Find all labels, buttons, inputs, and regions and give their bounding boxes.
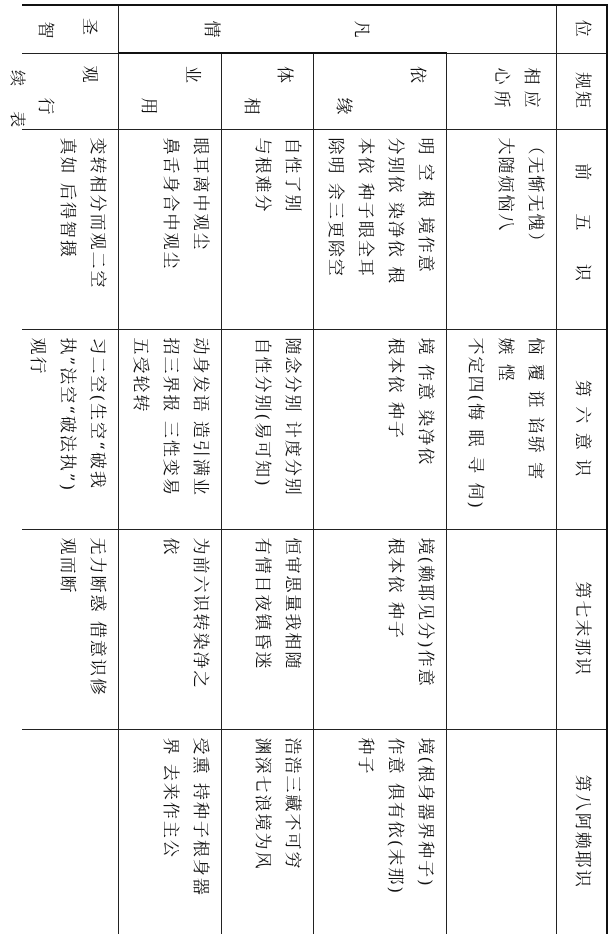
rule-guan: 观 bbox=[79, 65, 100, 83]
cell-xiangying-sixth bbox=[447, 329, 557, 529]
cell-line: 受熏 持种子根身器 bbox=[190, 737, 211, 897]
cell-line: 作意 俱有依(末那) bbox=[385, 737, 406, 896]
consciousness-table bbox=[22, 4, 608, 934]
position-sheng: 圣 bbox=[79, 18, 100, 35]
cell-yiyuan-five bbox=[314, 129, 447, 329]
header-rule: 规矩 bbox=[557, 53, 607, 129]
cell-yeyong-eighth bbox=[119, 729, 222, 934]
cell-guanxing-sixth bbox=[22, 329, 119, 529]
row-tixiang bbox=[222, 5, 314, 934]
cell-line: 分别依 染净依 根 bbox=[385, 137, 406, 286]
cell-line: 自性了别 bbox=[282, 137, 303, 214]
cell-line: 大随烦恼八 bbox=[495, 137, 516, 233]
rotated-table bbox=[22, 4, 608, 934]
table-wrapper bbox=[22, 4, 608, 934]
cell-line: 本依 种子眼全耳 bbox=[355, 137, 376, 278]
cell-line: 自性分别(易可知) bbox=[252, 337, 273, 488]
position-qing: 情 bbox=[201, 20, 222, 38]
rule-ye: 业 bbox=[182, 66, 203, 83]
rule-yong: 用 bbox=[138, 97, 159, 115]
rule-xiangying-text: 相应心所 bbox=[491, 67, 542, 114]
cell-line: 眼耳离中观尘 bbox=[190, 137, 211, 252]
continued-label-text: 续 表 bbox=[8, 70, 27, 138]
cell-guanxing-seventh bbox=[22, 529, 119, 729]
cell-line: 随念分别 计度分别 bbox=[282, 337, 303, 497]
cell-line: 境(根身器界种子) bbox=[415, 737, 436, 888]
rule-guanxing bbox=[22, 53, 119, 129]
cell-yeyong-five bbox=[119, 129, 222, 329]
rule-xiangying bbox=[447, 53, 557, 129]
cell-line: 依 bbox=[160, 537, 181, 557]
cell-tixiang-seventh bbox=[222, 529, 314, 729]
position-shengzhi bbox=[22, 5, 119, 53]
row-yeyong bbox=[119, 5, 222, 934]
rule-yeyong bbox=[119, 53, 222, 129]
cell-line: 嫉 悭 bbox=[495, 337, 516, 383]
cell-line: 渊深七浪境为风 bbox=[252, 737, 273, 871]
cell-line: 为前六识转染净之 bbox=[190, 537, 211, 690]
cell-line: （无惭无愧） bbox=[525, 137, 546, 252]
cell-line: 无力断惑 借意识修 bbox=[87, 537, 108, 697]
cell-line: 浩浩三藏不可穷 bbox=[282, 737, 303, 871]
row-xiangying bbox=[447, 5, 557, 934]
position-fan: 凡 bbox=[351, 20, 372, 38]
cell-line: 明 空 根 境作意 bbox=[415, 137, 436, 274]
rule-yi: 依 bbox=[407, 66, 428, 83]
cell-line: 除明 余三更除空 bbox=[325, 137, 346, 278]
position-zhi: 智 bbox=[35, 21, 56, 39]
cell-line: 境 作意 染净依 bbox=[415, 337, 436, 467]
cell-line: 观行 bbox=[27, 337, 48, 376]
cell-tixiang-eighth bbox=[222, 729, 314, 934]
row-guanxing bbox=[22, 5, 119, 934]
cell-line: 执”法空“破法执”) bbox=[57, 337, 78, 493]
cell-line: 动身发语 造引满业 bbox=[190, 337, 211, 497]
cell-guanxing-five bbox=[22, 129, 119, 329]
header-five-consciousness: 前 五 识 bbox=[557, 129, 607, 329]
header-sixth-consciousness: 第 六 意 识 bbox=[557, 329, 607, 529]
cell-line: 不定四(悔 眠 寻 伺) bbox=[465, 337, 486, 510]
rule-yiyuan bbox=[314, 53, 447, 129]
cell-line: 根本依 种子 bbox=[385, 537, 406, 640]
cell-xiangying-five bbox=[447, 129, 557, 329]
rule-xiang: 相 bbox=[241, 97, 262, 115]
cell-line: 与根难分 bbox=[252, 137, 273, 214]
cell-guanxing-eighth bbox=[22, 729, 119, 934]
header-eighth-consciousness: 第八阿赖耶识 bbox=[557, 729, 607, 934]
cell-line: 习二空(生空“破我 bbox=[87, 337, 108, 490]
cell-line: 鼻舌身合中观尘 bbox=[160, 137, 181, 271]
cell-line: 境(赖耶见分)作意 bbox=[415, 537, 436, 688]
cell-line: 根本依 种子 bbox=[385, 337, 406, 440]
cell-yeyong-sixth bbox=[119, 329, 222, 529]
cell-line: 恒审思量我相随 bbox=[282, 537, 303, 671]
rule-xing: 行 bbox=[35, 97, 56, 115]
cell-line: 观而断 bbox=[57, 537, 78, 595]
cell-yiyuan-seventh bbox=[314, 529, 447, 729]
cell-xiangying-seventh bbox=[447, 529, 557, 729]
rule-ti: 体 bbox=[274, 66, 295, 83]
cell-line: 变转相分而观二空 bbox=[87, 137, 108, 290]
header-position: 位 bbox=[557, 5, 607, 53]
cell-line: 五受轮转 bbox=[130, 337, 151, 414]
cell-line: 招三界报 三性变易 bbox=[160, 337, 181, 497]
cell-tixiang-sixth bbox=[222, 329, 314, 529]
rule-tixiang bbox=[222, 53, 314, 129]
cell-line: 有情日夜镇昏迷 bbox=[252, 537, 273, 671]
header-row bbox=[557, 5, 607, 934]
cell-yiyuan-sixth bbox=[314, 329, 447, 529]
cell-yeyong-seventh bbox=[119, 529, 222, 729]
position-fanqing bbox=[119, 5, 557, 53]
cell-line: 恼 覆 诳 谄骄 害 bbox=[525, 337, 546, 482]
rule-yuan: 缘 bbox=[333, 97, 354, 115]
cell-yiyuan-eighth bbox=[314, 729, 447, 934]
cell-line: 种子 bbox=[355, 737, 376, 776]
cell-line: 界 去来作主公 bbox=[160, 737, 181, 859]
cell-line: 真如 后得智摄 bbox=[57, 137, 78, 259]
header-seventh-consciousness: 第七末那识 bbox=[557, 529, 607, 729]
cell-xiangying-eighth bbox=[447, 729, 557, 934]
row-yiyuan bbox=[314, 5, 447, 934]
cell-tixiang-five bbox=[222, 129, 314, 329]
